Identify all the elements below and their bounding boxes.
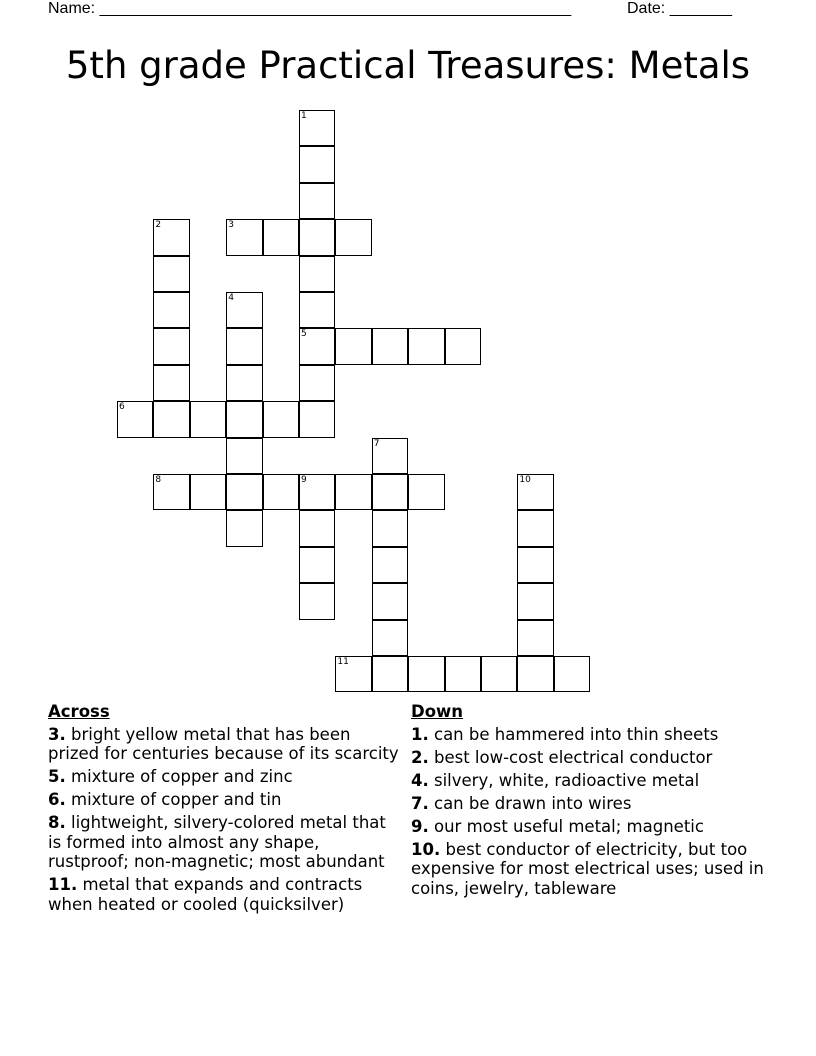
clue-text: best low-cost electrical conductor (428, 747, 713, 767)
crossword-cell[interactable] (226, 365, 262, 401)
crossword-cell[interactable] (190, 401, 226, 437)
across-clues (48, 702, 400, 918)
crossword-cell[interactable] (408, 328, 444, 364)
crossword-cell[interactable] (153, 219, 189, 255)
clue-text: our most useful metal; magnetic (428, 816, 704, 836)
across-clue (48, 790, 400, 810)
crossword-cell[interactable] (372, 438, 408, 474)
crossword-cell[interactable] (299, 401, 335, 437)
crossword-cell[interactable] (153, 401, 189, 437)
crossword-cell[interactable] (263, 401, 299, 437)
clue-number: 4 (228, 293, 234, 303)
clue-number-label: 10. (411, 839, 441, 859)
crossword-cell[interactable] (226, 219, 262, 255)
clue-number: 3 (228, 220, 234, 231)
crossword-cell[interactable] (517, 547, 553, 583)
crossword-cell[interactable] (372, 474, 408, 510)
date-field-label: Date: _______ (627, 0, 732, 17)
crossword-cell[interactable] (299, 110, 335, 146)
crossword-cell[interactable] (335, 656, 371, 692)
down-clue-list (411, 725, 786, 899)
clue-number: 6 (119, 402, 125, 413)
crossword-cell[interactable] (372, 583, 408, 619)
crossword-cell[interactable] (226, 292, 262, 328)
crossword-cell[interactable] (153, 256, 189, 292)
crossword-cell[interactable] (263, 474, 299, 510)
crossword-cell[interactable] (517, 656, 553, 692)
down-heading: Down (411, 702, 464, 721)
clue-number: 9 (301, 475, 307, 485)
crossword-cell[interactable] (335, 219, 371, 255)
crossword-cell[interactable] (517, 620, 553, 656)
clue-number-label: 8. (48, 813, 66, 832)
crossword-cell[interactable] (554, 656, 590, 692)
crossword-cell[interactable] (408, 474, 444, 510)
clue-text: mixture of copper and zinc (65, 767, 293, 786)
across-clue (48, 875, 400, 914)
crossword-cell[interactable] (445, 328, 481, 364)
clue-number-label: 3. (48, 724, 66, 744)
crossword-cell[interactable] (299, 365, 335, 401)
clue-number: 7 (373, 438, 380, 449)
crossword-cell[interactable] (372, 620, 408, 656)
crossword-cell[interactable] (517, 510, 553, 546)
crossword-cell[interactable] (190, 474, 226, 510)
crossword-cell[interactable] (226, 474, 262, 510)
clue-number-label: 6. (48, 790, 66, 809)
crossword-cell[interactable] (517, 583, 553, 619)
clue-text: can be drawn into wires (428, 793, 632, 813)
crossword-cell[interactable] (299, 219, 335, 255)
clue-text: bright yellow metal that has been prized for centuries because of its scarcity (48, 724, 399, 763)
crossword-cell[interactable] (408, 656, 444, 692)
clue-number-label: 7. (411, 793, 429, 813)
crossword-cell[interactable] (299, 292, 335, 328)
crossword-cell[interactable] (299, 183, 335, 219)
down-clues (411, 702, 786, 902)
clue-number-label: 2. (411, 747, 429, 767)
clue-text: lightweight, silvery-colored metal that is formed into almost any shape, rustproof; non-magnetic; most abundant (48, 813, 386, 871)
clue-number-label: 1. (411, 724, 429, 744)
crossword-cell[interactable] (226, 401, 262, 437)
clue-text: silvery, white, radioactive metal (428, 770, 700, 790)
crossword-cell[interactable] (226, 438, 262, 474)
crossword-cell[interactable] (372, 510, 408, 546)
crossword-cell[interactable] (117, 401, 153, 437)
clue-text: metal that expands and contracts when heated or cooled (quicksilver) (48, 875, 363, 914)
name-field-label: Name: _____________________________________________________ (48, 0, 572, 17)
page-title: 5th grade Practical Treasures: Metals (65, 44, 751, 87)
crossword-cell[interactable] (299, 256, 335, 292)
clue-number: 1 (301, 111, 307, 121)
down-clue (411, 748, 786, 768)
down-clue (411, 794, 786, 814)
crossword-cell[interactable] (299, 146, 335, 182)
crossword-cell[interactable] (481, 656, 517, 692)
crossword-cell[interactable] (299, 547, 335, 583)
crossword-cell[interactable] (517, 474, 553, 510)
crossword-cell[interactable] (335, 328, 371, 364)
clue-text: can be hammered into thin sheets (428, 724, 719, 744)
clue-number-label: 5. (48, 767, 66, 786)
crossword-cell[interactable] (263, 219, 299, 255)
crossword-cell[interactable] (153, 474, 189, 510)
crossword-cell[interactable] (299, 328, 335, 364)
crossword-cell[interactable] (299, 510, 335, 546)
clue-text: mixture of copper and tin (65, 790, 282, 809)
down-clue (411, 725, 786, 745)
clue-number: 10 (519, 475, 531, 485)
crossword-cell[interactable] (226, 328, 262, 364)
across-clue (48, 813, 400, 872)
down-clue (411, 771, 786, 791)
clue-number: 11 (337, 657, 349, 667)
clue-number-label: 9. (411, 816, 429, 836)
clue-number: 8 (155, 475, 162, 485)
crossword-cell[interactable] (299, 583, 335, 619)
crossword-cell[interactable] (299, 474, 335, 510)
clue-number: 2 (155, 220, 162, 231)
crossword-cell[interactable] (445, 656, 481, 692)
across-clue (48, 725, 400, 764)
clue-number: 5 (301, 329, 307, 340)
crossword-cell[interactable] (153, 365, 189, 401)
crossword-cell[interactable] (372, 547, 408, 583)
clue-number-label: 11. (48, 875, 78, 894)
down-clue (411, 817, 786, 837)
crossword-cell[interactable] (153, 292, 189, 328)
clue-number-label: 4. (411, 770, 429, 790)
across-clue-list (48, 725, 400, 915)
clue-text: best conductor of electricity, but too expensive for most electrical uses; used in coins, jewelry, tableware (411, 839, 764, 898)
down-clue (411, 840, 786, 899)
crossword-cell[interactable] (153, 328, 189, 364)
across-clue (48, 767, 400, 787)
crossword-cell[interactable] (372, 328, 408, 364)
across-heading: Across (48, 702, 110, 721)
crossword-cell[interactable] (226, 510, 262, 546)
crossword-cell[interactable] (372, 656, 408, 692)
crossword-cell[interactable] (335, 474, 371, 510)
